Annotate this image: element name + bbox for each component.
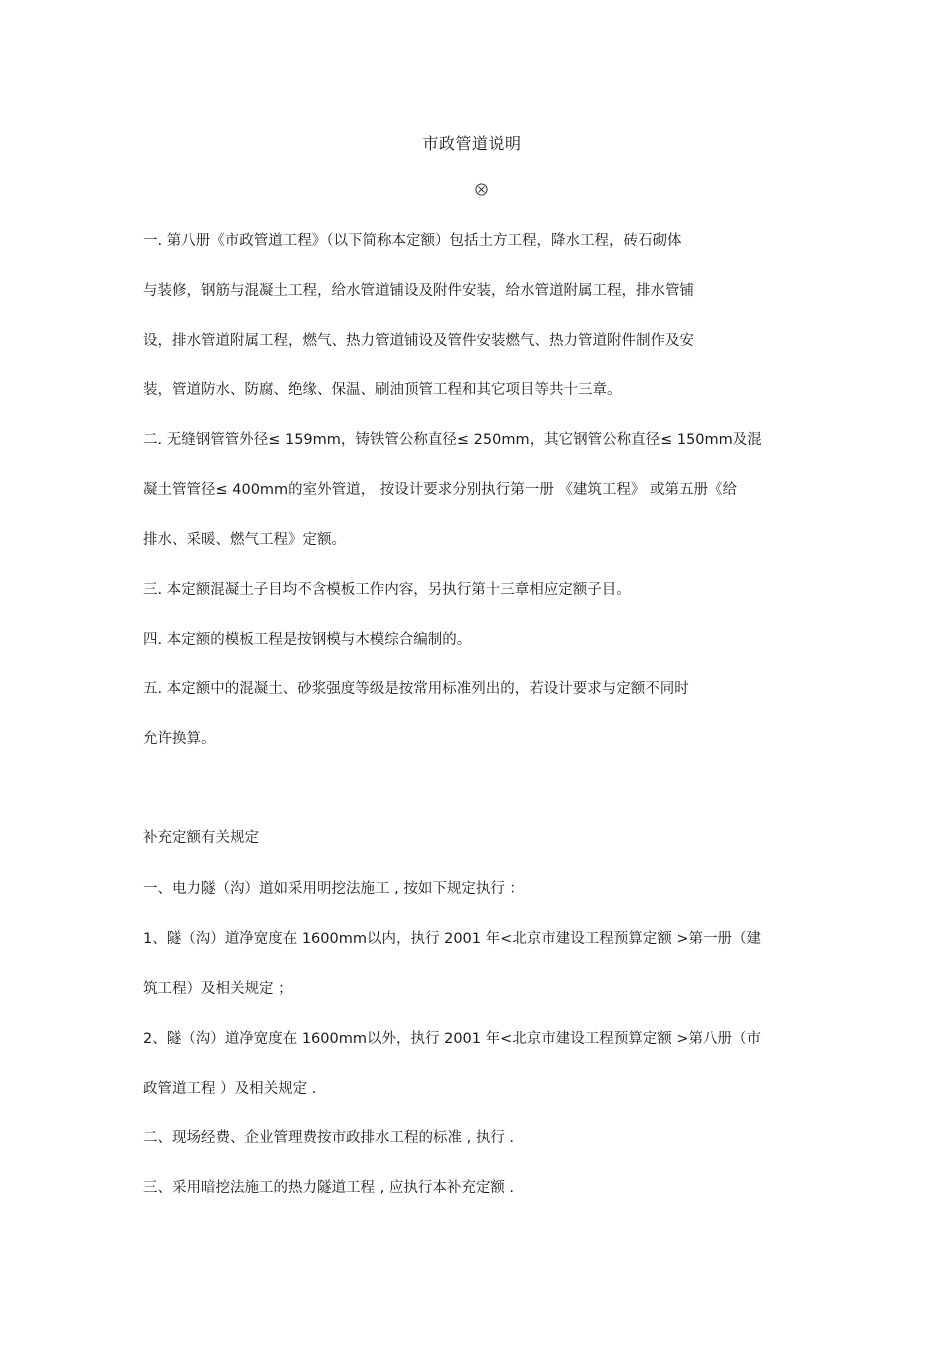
paragraph-line: 政管道工程 ）及相关规定 . [143, 1081, 317, 1097]
paragraph-line: 二. 无缝钢管管外径≤ 159mm，铸铁管公称直径≤ 250mm，其它钢管公称直径≤ 150mm及混 [143, 432, 762, 448]
paragraph-line: 允许换算。 [143, 731, 216, 747]
paragraph-line: 2、隧（沟）道净宽度在 1600mm以外，执行 2001 年<北京市建设工程预算定额 >第八册（市 [143, 1031, 762, 1047]
paragraph-line: 三、采用暗挖法施工的热力隧道工程 , 应执行本补充定额 . [143, 1180, 515, 1196]
paragraph-line: 装，管道防水、防腐、绝缘、保温、刷油顶管工程和其它项目等共十三章。 [143, 382, 622, 398]
paragraph-line: 三. 本定额混凝土子目均不含模板工作内容，另执行第十三章相应定额子目。 [143, 582, 631, 598]
paragraph-line: 筑工程）及相关规定 ； [143, 981, 293, 997]
document-title: 市政管道说明 [422, 134, 522, 153]
paragraph-line: 五. 本定额中的混凝土、砂浆强度等级是按常用标准列出的，若设计要求与定额不同时 [143, 681, 689, 697]
paragraph-line: 凝土管管径≤ 400mm的室外管道， 按设计要求分别执行第一册 《建筑工程》 或第五册《给 [143, 482, 738, 498]
section-heading: 补充定额有关规定 [143, 830, 259, 846]
paragraph-line: 排水、采暖、燃气工程》定额。 [143, 532, 346, 548]
paragraph-line: 四. 本定额的模板工程是按钢模与木模综合编制的。 [143, 632, 472, 648]
circled-x-icon [475, 183, 488, 196]
paragraph-line: 二、现场经费、企业管理费按市政排水工程的标准 , 执行 . [143, 1130, 515, 1146]
paragraph-line: 与装修，钢筋与混凝土工程，给水管道铺设及附件安装，给水管道附属工程，排水管铺 [143, 283, 694, 299]
paragraph-line: 一、电力隧（沟）道如采用明挖法施工 , 按如下规定执行 ： [143, 881, 524, 897]
paragraph-line: 设，排水管道附属工程，燃气、热力管道铺设及管件安装燃气、热力管道附件制作及安 [143, 333, 694, 349]
paragraph-line: 1、隧（沟）道净宽度在 1600mm以内，执行 2001 年<北京市建设工程预算定额 >第一册（建 [143, 931, 762, 947]
paragraph-line: 一. 第八册《市政管道工程》（以下简称本定额）包括土方工程，降水工程，砖石砌体 [143, 233, 682, 249]
